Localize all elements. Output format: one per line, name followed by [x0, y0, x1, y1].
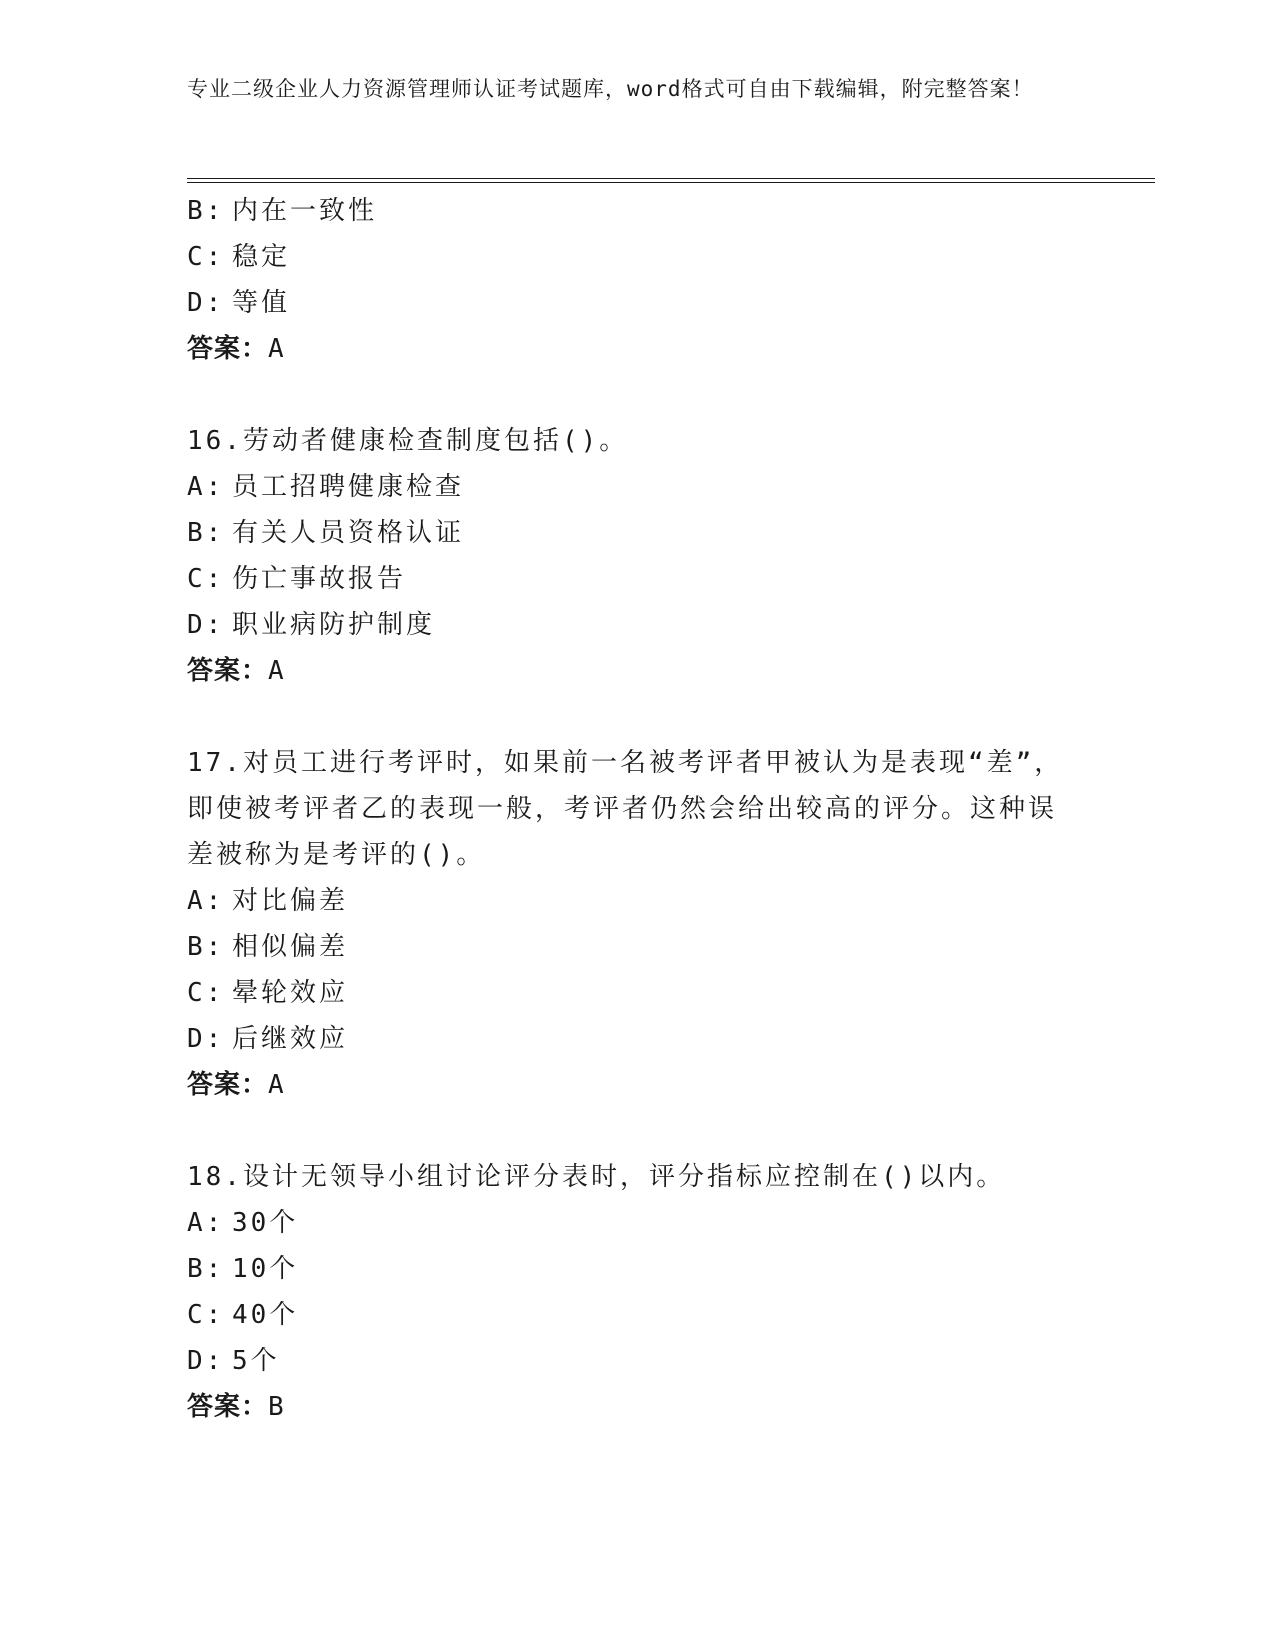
option-b: B: 10个 [187, 1254, 299, 1284]
header-rule-top [187, 178, 1155, 179]
option-d: D: 5个 [187, 1346, 280, 1376]
option-c: C: 稳定 [187, 242, 291, 272]
option-c: C: 伤亡事故报告 [187, 564, 407, 594]
option-d: D: 等值 [187, 288, 291, 318]
document-header: 专业二级企业人力资源管理师认证考试题库，word格式可自由下载编辑，附完整答案！ [187, 77, 1034, 101]
option-a: A: 员工招聘健康检查 [187, 472, 465, 502]
option-a: A: 对比偏差 [187, 886, 349, 916]
question-stem: 17.对员工进行考评时，如果前一名被考评者甲被认为是表现“差”，即使被考评者乙的表现一般，考评者仍然会给出较高的评分。这种误差被称为是考评的()。 [187, 748, 1064, 870]
answer: 答案：A [187, 1070, 285, 1100]
answer: 答案：A [187, 656, 285, 686]
option-b: B: 内在一致性 [187, 196, 378, 226]
question-stem: 18.设计无领导小组讨论评分表时，评分指标应控制在()以内。 [187, 1162, 1006, 1192]
header-rule-bottom [187, 182, 1155, 183]
option-d: D: 后继效应 [187, 1024, 349, 1054]
option-a: A: 30个 [187, 1208, 299, 1238]
question-list [187, 188, 1087, 1430]
option-c: C: 晕轮效应 [187, 978, 349, 1008]
question-17 [187, 740, 1087, 1108]
question-16 [187, 418, 1087, 694]
option-d: D: 职业病防护制度 [187, 610, 436, 640]
option-b: B: 相似偏差 [187, 932, 349, 962]
question-18 [187, 1154, 1087, 1430]
option-c: C: 40个 [187, 1300, 299, 1330]
question-stem: 16.劳动者健康检查制度包括()。 [187, 426, 629, 456]
answer: 答案：A [187, 334, 285, 364]
answer: 答案：B [187, 1392, 285, 1422]
option-b: B: 有关人员资格认证 [187, 518, 465, 548]
question-partial [187, 188, 1087, 372]
